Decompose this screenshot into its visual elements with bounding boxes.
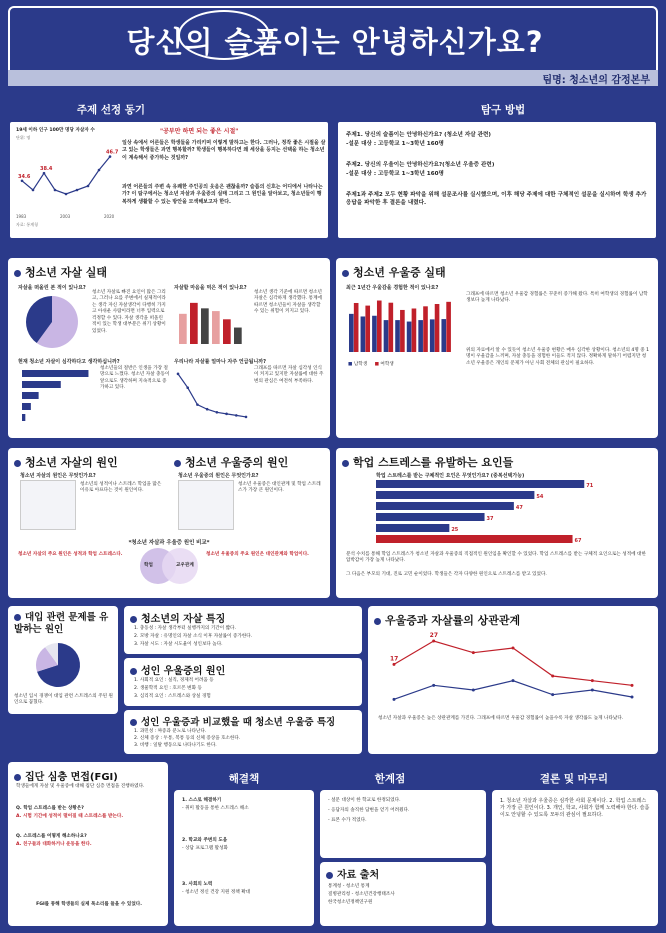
- data-point: [245, 416, 248, 419]
- data-point: [432, 684, 435, 687]
- method-item-2: -설문 대상 : 고등학교 1~3학년 160명: [346, 141, 444, 147]
- data-point: [32, 189, 35, 192]
- entrance-header: 대입 관련 문제를 유발하는 원인: [14, 612, 109, 635]
- data-label: 27: [429, 632, 439, 639]
- correlation-t: 청소년 자살과 우울증은 높은 상관관계를 가진다. 그래프에 따르면 우울감 경험률이 높을수록 자살 생각률도 높게 나타났다.: [378, 716, 624, 721]
- suicide-q3: 현재 청소년 자살이 심각하다고 생각하십니까?: [18, 359, 120, 365]
- data-label: 34.6: [18, 173, 31, 180]
- bar: [376, 480, 584, 488]
- page-title: 당신의 슬픔이는 안녕하신가요?: [126, 25, 544, 59]
- reference-header: 자료 출처: [326, 866, 379, 881]
- bar: [423, 306, 428, 352]
- fgi-t2: FGI를 통해 학생들의 실제 목소리를 들을 수 있었다.: [36, 902, 142, 907]
- tab-limit: 한계점: [346, 770, 434, 788]
- series-line: [22, 157, 110, 194]
- tab-motivation: 주제 선정 동기: [36, 100, 186, 120]
- suicide-q2-bar: [174, 292, 250, 348]
- data-point: [109, 155, 112, 158]
- limit-panel: [320, 790, 486, 858]
- bullet-icon: [14, 774, 21, 781]
- fgi-a2: A. 친구들과 대화하거나 운동을 한다.: [16, 842, 92, 847]
- stress-panel: [336, 448, 658, 598]
- bullet-icon: [326, 872, 333, 879]
- suicide-cause-q: 청소년 자살의 원인은 무엇인가요?: [20, 473, 96, 479]
- stress-t1: 분석 수치를 통해 학업 스트레스가 청소년 자살과 우울증의 직접적인 원인임을 확인할 수 있었다. 학업 스트레스를 받는 구체적 요인으로는 성적에 대한 압박감이 가장 높게 나타났다.: [346, 552, 646, 564]
- bullet-icon: [14, 614, 21, 621]
- data-point: [591, 679, 594, 682]
- bar: [349, 314, 354, 352]
- suicide-rate-chart: [16, 140, 119, 220]
- motivation-paragraph1: 일상 속에서 어른들은 학생들을 가리키며 이렇게 말하고는 한다. 그러나, 정작 좋은 시절을 살고 있는 학생들은 과연 행복할까? 학생들이 행복하다면 왜 세상을 등지는 선택을 하는 청소년이 계속해서 증가하는 것일까?: [122, 140, 326, 161]
- solution-1: 1. 스스로 해결하기: [182, 798, 222, 803]
- bar: [201, 308, 209, 344]
- adult-compare-3: 3. 비행 : 일탈 행동으로 나타나기도 한다.: [134, 743, 217, 748]
- venn-right-label: 교우관계: [176, 563, 194, 568]
- data-point: [551, 675, 554, 678]
- correlation-panel: [368, 606, 658, 754]
- data-point: [472, 689, 475, 692]
- data-point: [216, 411, 219, 414]
- data-point: [512, 647, 515, 650]
- bar: [376, 535, 573, 543]
- causes-panel: [8, 448, 330, 598]
- motivation-paragraph2: 과연 어른들의 주변 속 유쾌한 주인공의 웃음은 괜찮을까? 슬픔의 신호는 어디에서 나타나는가? 이 탐구에서는 청소년 자살과 우울증의 실태 그리고 그 원인을 알아보고, 청소년들이 행복하게 생활할 수 있는 방안을 모색해보고자 한다.: [122, 184, 323, 205]
- fgi-t1: 학생들에게 자살 및 우울증에 대해 집단 심층 면접을 진행하였다.: [16, 784, 145, 789]
- data-point: [65, 193, 68, 196]
- suicide-feature-header: 청소년의 자살 특징: [130, 610, 225, 625]
- data-point: [591, 689, 594, 692]
- adult-compare-panel: [124, 710, 362, 754]
- bar: [446, 302, 451, 352]
- bullet-icon: [130, 616, 137, 623]
- bullet-icon: [174, 460, 181, 467]
- solution-4: - 상담 프로그램 활성화: [182, 846, 228, 851]
- limit-1: - 설문 대상이 한 학교로 한정되었다.: [328, 798, 401, 803]
- limit-2: - 응답자의 솔직한 답변을 얻기 어려웠다.: [328, 808, 410, 813]
- bullet-icon: [130, 668, 137, 675]
- stress-chart-title: 학업 스트레스를 받는 구체적인 요인은 무엇인가요? (중복선택가능): [376, 473, 525, 479]
- entrance-pie: [28, 640, 88, 690]
- suicide-status-panel: [8, 258, 330, 438]
- bar: [190, 303, 198, 344]
- reference-panel: [320, 862, 486, 926]
- data-point: [393, 663, 396, 666]
- reference-3: 한국청소년정책연구원: [328, 900, 373, 905]
- suicide-q4: 우리나라 자살률 얼마나 자주 언급됩니까?: [174, 359, 266, 365]
- data-point: [512, 679, 515, 682]
- data-point: [21, 180, 24, 183]
- solution-panel: [174, 790, 314, 926]
- fgi-a1: A. 시험 기간에 성적이 떨어질 때 스트레스를 받는다.: [16, 814, 124, 819]
- depression-legend: ■ 남학생 ■ 여학생: [348, 362, 394, 367]
- data-point: [76, 189, 79, 192]
- tick-label: 1983: [16, 214, 27, 219]
- bar: [384, 320, 389, 352]
- bullet-icon: [130, 719, 137, 726]
- tab-conclusion: 결론 및 마무리: [516, 770, 632, 788]
- data-point: [631, 696, 634, 699]
- bar: [377, 301, 382, 352]
- team-name: 팀명: 청소년의 감정본부: [542, 75, 650, 86]
- bar: [376, 524, 449, 532]
- adult-cause-1: 1. 사회적 요인 : 실직, 경제적 어려움 등: [134, 678, 214, 683]
- entrance-panel: [8, 606, 118, 714]
- suicide-cause-header: 청소년 자살의 원인: [14, 454, 118, 470]
- compare-note-left: 청소년 자살의 주요 원인은 성적과 학업 스트레스다.: [18, 552, 123, 557]
- bar: [376, 502, 514, 510]
- correlation-header: 우울증과 자살률의 상관관계: [374, 612, 520, 628]
- suicide-feature-3: 3. 자살 시도 : 자살 시도율이 성인보다 높다.: [134, 642, 223, 647]
- bullet-icon: [14, 460, 21, 467]
- data-point: [177, 373, 180, 376]
- depression-cause-t: 청소년 우울증은 대인관계 및 학업 스트레스가 가장 큰 원인이다.: [238, 482, 321, 494]
- method-item-3: 주제2. 당신의 우울이는 안녕하신가요?(청소년 우울증 관련): [346, 162, 495, 168]
- data-point: [551, 693, 554, 696]
- bar: [389, 303, 394, 352]
- motivation-chart-source: 자료: 통계청: [16, 222, 38, 227]
- tab-solution: 해결책: [200, 770, 288, 788]
- suicide-feature-panel: [124, 606, 362, 654]
- solution-5: 3. 사회의 노력: [182, 882, 213, 887]
- suicide-t4: 그래프를 따르면 자살 심각성 인식이 커지고 있지만 자살률에 대한 주변의 관심은 여전히 부족하다.: [254, 366, 324, 384]
- bar: [407, 322, 412, 352]
- bar: [354, 303, 359, 352]
- stress-t2: 그 다음은 부모의 기대, 진로 고민 순이었다. 학생들은 각자 다양한 원인으로 스트레스를 받고 있었다.: [346, 572, 547, 577]
- bar: [179, 314, 187, 344]
- bar: [376, 513, 485, 521]
- motivation-quote: "공부만 하면 되는 좋은 시절": [160, 128, 239, 135]
- team-bar: [8, 70, 658, 86]
- bar: [430, 319, 435, 352]
- adult-compare-header: 성인 우울증과 비교했을 때 청소년 우울증 특징: [130, 714, 335, 728]
- adult-compare-1: 1. 과민성 : 짜증과 분노로 나타난다.: [134, 729, 207, 734]
- fgi-q1: Q. 학업 스트레스를 받는 상황은?: [16, 806, 84, 811]
- data-point: [206, 408, 209, 411]
- bar: [22, 414, 25, 421]
- bar: [234, 328, 242, 344]
- data-label: 71: [586, 483, 594, 489]
- data-label: 54: [536, 494, 544, 500]
- depression-status-header: 청소년 우울증 실태: [342, 264, 446, 280]
- bar: [441, 319, 446, 352]
- suicide-status-header: 청소년 자살 실태: [14, 264, 107, 280]
- motivation-panel: [8, 120, 330, 240]
- data-point: [631, 684, 634, 687]
- compare-note-right: 청소년 우울증의 주요 원인은 대인관계와 학업이다.: [206, 552, 309, 557]
- suicide-q3-bar: [18, 366, 98, 426]
- data-label: 17: [390, 655, 399, 663]
- correlation-chart: [388, 630, 638, 710]
- entrance-t: 청소년 입시 경쟁이 대입 관련 스트레스의 주된 원인으로 꼽혔다.: [14, 694, 113, 706]
- data-point: [196, 403, 199, 406]
- adult-cause-header: 성인 우울증의 원인: [130, 662, 225, 677]
- depression-rate-chart: [346, 290, 456, 356]
- adult-compare-2: 2. 신체 증상 : 두통, 복통 등의 신체 증상을 호소한다.: [134, 736, 241, 741]
- stress-bar-chart: [376, 478, 626, 548]
- method-item-1: 주제1. 당신의 슬픔이는 안녕하신가요? (청소년 자살 관련): [346, 132, 491, 138]
- reference-1: 통계청 - 청소년 통계: [328, 884, 370, 889]
- bullet-icon: [342, 270, 349, 277]
- solution-2: - 취미 활동을 통한 스트레스 해소: [182, 806, 249, 811]
- series-line: [394, 681, 632, 700]
- reference-2: 질병관리청 - 청소년건강행태조사: [328, 892, 395, 897]
- suicide-q2: 자살할 마음을 먹은 적이 있나요?: [174, 285, 247, 291]
- suicide-feature-1: 1. 충동성 : 자살 생각부터 실행까지의 기간이 짧다.: [134, 626, 236, 631]
- data-point: [43, 172, 46, 175]
- method-item-5: 주제1과 주제2 모두 현황 파악을 위해 설문조사를 실시했으며, 이후 해당 주제에 대한 구체적인 설문을 실시하여 학생 추가 응답을 파악한 후 결론을 내렸다.: [346, 192, 647, 206]
- venn-left-label: 학업: [144, 563, 153, 568]
- data-point: [98, 169, 101, 172]
- data-label: 25: [451, 527, 459, 533]
- depression-q1: 최근 1년간 우울감을 경험한 적이 있나요?: [346, 285, 439, 291]
- tick-label: 2003: [60, 214, 71, 219]
- compare-title: *청소년 자살과 우울증 원인 비교*: [128, 540, 210, 546]
- data-label: 37: [486, 516, 494, 522]
- bullet-icon: [342, 460, 349, 467]
- fgi-panel: [8, 762, 168, 926]
- suicide-t1: 청소년 자살로 빠진 요인이 많은 그리고, 그러나 요를 주변에서 실제적이라는 생각 자신 자살생각이 다행히 가지고 아쉬운 사람이라면 너무 입력으로 걱정할 수 있다. 자살 생각을 떠올린 적이 있는 학생 대부분은 위기 상황이 있었다.: [92, 290, 166, 334]
- solution-3: 2. 학교와 주변의 도움: [182, 838, 228, 843]
- bar: [223, 319, 231, 344]
- depression-cause-chart-box: [178, 480, 234, 530]
- suicide-t3: 청소년들의 절반은 인생을 가장 절망으로 느꼈다. 청소년 자살 충동이 앞으로도 생각하며 지속적으로 증가하고 있다.: [100, 366, 170, 391]
- bar: [412, 309, 417, 353]
- data-label: 46.7: [106, 149, 119, 156]
- bar: [22, 370, 88, 377]
- conclusion-panel: [492, 790, 658, 926]
- depression-t2: 위의 자료에서 알 수 있듯이 청소년 우울증 현황은 매우 심각한 상황이다. 청소년의 4명 중 1명이 우울감을 느끼며, 자살 충동을 경험한 이들도 적지 않다. 정확하게 말하기 어렵지만 청소년 우울증은 개인의 문제가 아닌 사회 전체의 관심이 필요하다.: [466, 348, 650, 366]
- bar: [395, 320, 400, 352]
- bar: [435, 304, 440, 352]
- solution-6: - 청소년 정신 건강 지원 정책 확대: [182, 890, 251, 895]
- bar: [22, 403, 31, 410]
- suicide-feature-2: 2. 모방 자살 : 유명인의 자살 소식 이후 자살률이 증가한다.: [134, 634, 253, 639]
- bar: [376, 491, 534, 499]
- bullet-icon: [14, 270, 21, 277]
- suicide-q4-line: [174, 366, 250, 426]
- depression-cause-q: 청소년 우울증의 원인은 무엇인가요?: [178, 473, 259, 479]
- fgi-q2: Q. 스트레스를 어떻게 해소하나요?: [16, 834, 87, 839]
- conclusion-t: 1. 청소년 자살과 우울증은 심각한 사회 문제이다. 2. 학업 스트레스가 가장 큰 원인이다. 3. 개인, 학교, 사회가 함께 노력해야 한다. 슬픔이도 안녕할 수 있도록 모두의 관심이 필요하다.: [500, 798, 650, 818]
- depression-status-panel: [336, 258, 658, 438]
- suicide-q1-pie: [22, 292, 82, 352]
- bullet-icon: [374, 618, 381, 625]
- suicide-q1: 자살을 떠올린 본 적이 있나요?: [18, 285, 86, 291]
- series-line: [178, 374, 246, 417]
- adult-cause-3: 3. 심리적 요인 : 스트레스와 상실 경험: [134, 694, 211, 699]
- title-banner: [8, 6, 658, 76]
- fgi-header: 집단 심층 면접(FGI): [14, 768, 118, 783]
- tab-method: 탐구 방법: [428, 100, 578, 120]
- data-point: [87, 185, 90, 188]
- stress-header: 학업 스트레스를 유발하는 요인들: [342, 454, 513, 470]
- data-point: [54, 189, 57, 192]
- suicide-cause-t: 청소년의 성적이나 스트레스 학업을 많은 이유로 아프다는 것이 원인이다.: [80, 482, 162, 494]
- data-point: [186, 386, 189, 389]
- data-label: 47: [515, 505, 523, 511]
- bar: [372, 316, 377, 352]
- data-label: 67: [574, 538, 582, 544]
- data-point: [393, 698, 396, 701]
- suicide-t2: 청소년 생각 기준에 따르면 청소년 자살은 심각하게 생각했다. 통계에 따르면 청소년들이 자살을 생각할 수 있는 위험이 커지고 있다.: [254, 290, 322, 315]
- data-point: [235, 414, 238, 417]
- depression-t1: 그래프에 따르면 청소년 우울감 경험률은 꾸준히 증가해 왔다. 특히 여학생의 경험률이 남학생보다 높게 나타났다.: [466, 292, 648, 304]
- bar: [22, 392, 39, 399]
- method-item-4: -설문 대상 : 고등학교 1~3학년 160명: [346, 171, 444, 177]
- bar: [22, 381, 61, 388]
- data-point: [432, 640, 435, 643]
- tick-label: 2020: [104, 214, 115, 219]
- motivation-chart-unit: 단위: 명: [16, 135, 31, 140]
- bar: [418, 320, 423, 352]
- motivation-chart-title: 19세 이하 인구 100만 명당 자살자 수: [16, 128, 95, 133]
- data-label: 38.4: [40, 166, 53, 173]
- depression-cause-header: 청소년 우울증의 원인: [174, 454, 288, 470]
- limit-3: - 표본 수가 적었다.: [328, 818, 367, 823]
- suicide-cause-chart-box: [20, 480, 76, 530]
- bar: [212, 311, 220, 344]
- adult-cause-2: 2. 생물학적 요인 : 호르몬 변화 등: [134, 686, 202, 691]
- bar: [400, 310, 405, 352]
- data-point: [472, 651, 475, 654]
- method-panel: [336, 120, 658, 240]
- adult-cause-panel: [124, 658, 362, 706]
- bar: [365, 306, 370, 352]
- bar: [361, 316, 366, 352]
- data-point: [225, 413, 228, 416]
